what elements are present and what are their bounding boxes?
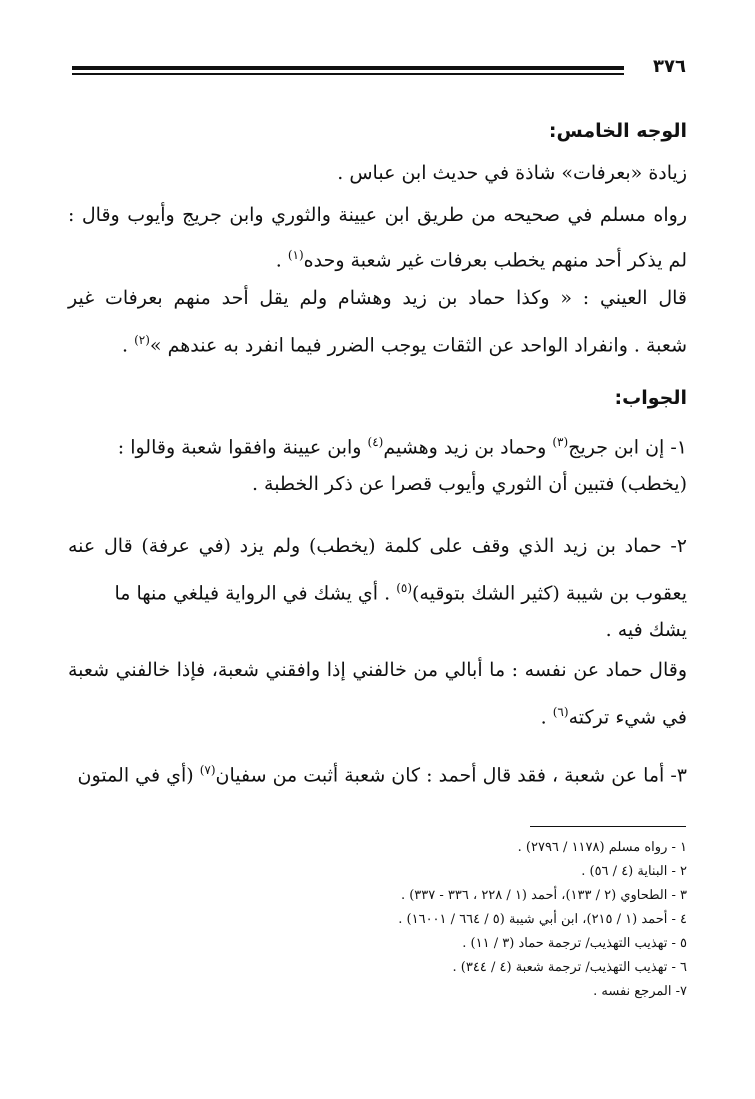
paragraph-line: يشك فيه . xyxy=(605,619,687,641)
footnote-ref: (٣) xyxy=(552,435,569,449)
paragraph-line: (يخطب) فتبين أن الثوري وأيوب قصرا عن ذكر الخطبة . xyxy=(251,473,687,495)
footnote-ref: (٦) xyxy=(552,705,569,719)
paragraph-line: في شيء تركته$^{(٦)}$ . xyxy=(540,705,687,729)
page-header xyxy=(72,56,686,82)
paragraph-line: زيادة «بعرفات» شاذة في حديث ابن عباس . xyxy=(337,162,687,184)
paragraph-line: ١- إن ابن جريج$^{(٣)}$ وحماد بن زيد وهشيم$^{(٤)}$ وابن عيينة وافقوا شعبة وقالوا : xyxy=(117,435,687,459)
footnote-ref: (١) xyxy=(287,248,304,262)
paragraph-line: ٣- أما عن شعبة ، فقد قال أحمد : كان شعبة أثبت من سفيان$^{(٧)}$ (أي في المتون xyxy=(77,763,687,787)
footnote-item: ٥ - تهذيب التهذيب/ ترجمة حماد (٣ / ١١) . xyxy=(462,936,687,951)
paragraph-line: رواه مسلم في صحيحه من طريق ابن عيينة والثوري وابن جريج وأيوب وقال : xyxy=(68,204,687,226)
page-number: ٣٧٦ xyxy=(653,56,686,77)
footnote-ref: (٤) xyxy=(367,435,384,449)
section-title-fifth-aspect: الوجه الخامس: xyxy=(548,120,687,142)
footnote-item: ٧- المرجع نفسه . xyxy=(593,984,687,999)
paragraph-line: وقال حماد عن نفسه : ما أبالي من خالفني إذا وافقني شعبة، فإذا خالفني شعبة xyxy=(68,659,687,681)
footnote-ref: (٥) xyxy=(396,581,413,595)
footnote-ref: (٢) xyxy=(134,333,150,347)
footnote-separator xyxy=(530,826,686,827)
section-title-answer: الجواب: xyxy=(614,387,687,409)
footnote-ref: (٧) xyxy=(199,763,216,777)
header-rule xyxy=(72,66,624,75)
footnote-item: ٦ - تهذيب التهذيب/ ترجمة شعبة (٤ / ٣٤٤) . xyxy=(452,960,687,975)
paragraph-line: شعبة . وانفراد الواحد عن الثقات يوجب الضرر فيما انفرد به عندهم »$^{(٢)}$ . xyxy=(121,333,687,357)
footnote-item: ١ - رواه مسلم (١١٧٨ / ٢٧٩٦) . xyxy=(517,840,687,855)
footnote-item: ٤ - أحمد (١ / ٢١٥)، ابن أبي شيبة (٥ / ٦٦٤ / ١٦٠٠١) . xyxy=(398,912,687,927)
paragraph-line: ٢- حماد بن زيد الذي وقف على كلمة (يخطب) ولم يزد (في عرفة) قال عنه xyxy=(68,535,687,557)
paragraph-line: قال العيني : « وكذا حماد بن زيد وهشام ولم يقل أحد منهم بعرفات غير xyxy=(68,287,687,309)
paragraph-line: لم يذكر أحد منهم يخطب بعرفات غير شعبة وحده$^{(١)}$ . xyxy=(275,248,687,272)
footnote-item: ٢ - البناية (٤ / ٥٦) . xyxy=(581,864,687,879)
footnote-item: ٣ - الطحاوي (٢ / ١٣٣)، أحمد (١ / ٢٢٨ ، ٣٣٦ - ٣٣٧) . xyxy=(400,888,687,903)
paragraph-line: يعقوب بن شيبة (كثير الشك بتوقيه)$^{(٥)}$ . أي يشك في الرواية فيلغي منها ما xyxy=(114,581,687,605)
